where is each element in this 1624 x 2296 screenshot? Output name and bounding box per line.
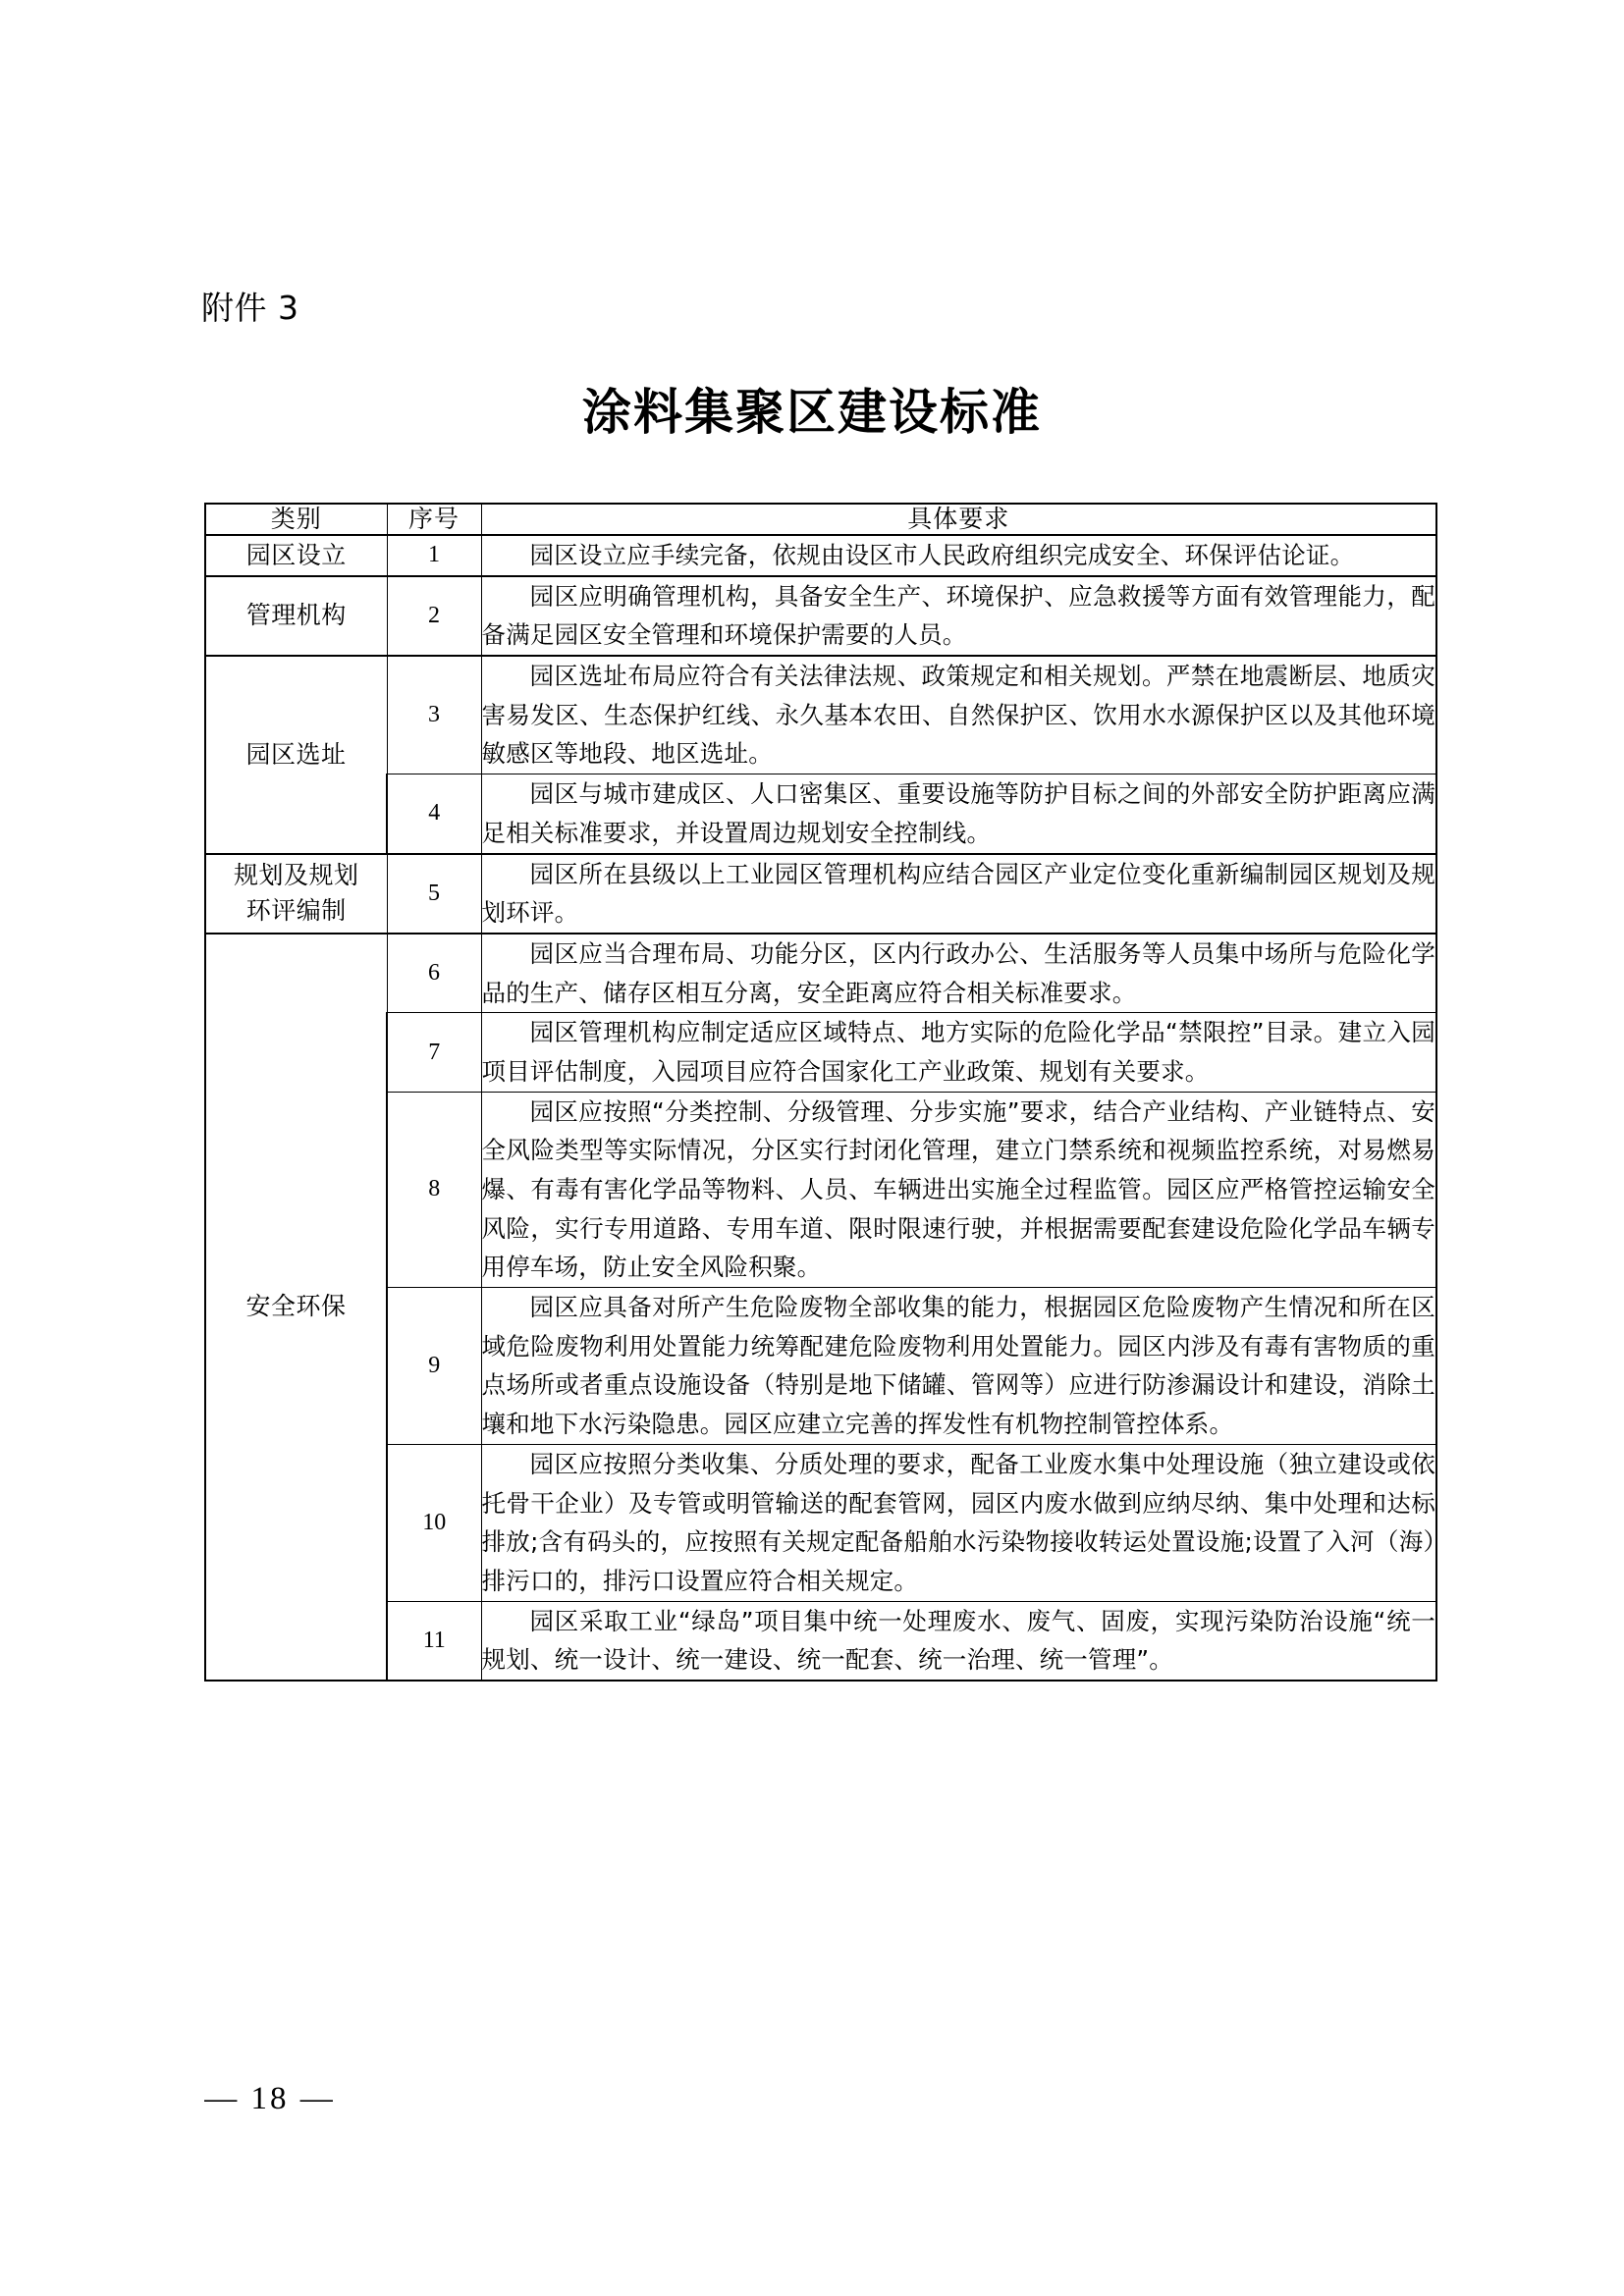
category-cell: 安全环保 (205, 934, 387, 1681)
table-row (205, 854, 1436, 934)
requirement-text: 园区应按照“分类控制、分级管理、分步实施”要求，结合产业结构、产业链特点、安全风险类型等实际情况，分区实行封闭化管理，建立门禁系统和视频监控系统，对易燃易爆、有毒有害化学品等物料、人员、车辆进出实施全过程监管。园区应严格管控运输安全风险，实行专用道路、专用车道、限时限速行驶，并根据需要配套建设危险化学品车辆专用停车场，防止安全风险积聚。 (481, 1092, 1436, 1287)
row-number: 6 (387, 934, 481, 1013)
requirement-text: 园区应按照分类收集、分质处理的要求，配备工业废水集中处理设施（独立建设或依托骨干企业）及专管或明管输送的配套管网，园区内废水做到应纳尽纳、集中处理和达标排放;含有码头的，应按照有关规定配备船舶水污染物接收转运处置设施;设置了入河（海）排污口的，排污口设置应符合相关规定。 (481, 1444, 1436, 1601)
page-number: — 18 — (204, 2081, 336, 2116)
category-cell: 管理机构 (205, 576, 387, 656)
row-number: 7 (387, 1013, 481, 1092)
requirement-text: 园区应具备对所产生危险废物全部收集的能力，根据园区危险废物产生情况和所在区域危险废物利用处置能力统筹配建危险废物利用处置能力。园区内涉及有毒有害物质的重点场所或者重点设施设备（特别是地下储罐、管网等）应进行防渗漏设计和建设，消除土壤和地下水污染隐患。园区应建立完善的挥发性有机物控制管控体系。 (481, 1288, 1436, 1445)
row-number: 3 (387, 656, 481, 774)
table-row (205, 535, 1436, 576)
category-label-stack (206, 858, 387, 930)
row-number: 5 (387, 854, 481, 934)
row-number: 8 (387, 1092, 481, 1287)
row-number: 11 (387, 1601, 481, 1681)
attachment-label: 附件 3 (201, 289, 299, 327)
requirement-text: 园区应明确管理机构，具备安全生产、环境保护、应急救援等方面有效管理能力，配备满足园区安全管理和环境保护需要的人员。 (481, 576, 1436, 656)
category-cell (205, 854, 387, 934)
table-row (205, 1013, 1436, 1092)
table-row (205, 576, 1436, 656)
requirement-text: 园区设立应手续完备，依规由设区市人民政府组织完成安全、环保评估论证。 (481, 535, 1436, 576)
category-cell: 园区设立 (205, 535, 387, 576)
requirement-text: 园区应当合理布局、功能分区，区内行政办公、生活服务等人员集中场所与危险化学品的生产、储存区相互分离，安全距离应符合相关标准要求。 (481, 934, 1436, 1013)
requirement-text: 园区所在县级以上工业园区管理机构应结合园区产业定位变化重新编制园区规划及规划环评。 (481, 854, 1436, 934)
category-cell: 园区选址 (205, 656, 387, 853)
requirement-text: 园区与城市建成区、人口密集区、重要设施等防护目标之间的外部安全防护距离应满足相关标准要求，并设置周边规划安全控制线。 (481, 774, 1436, 854)
requirement-text: 园区采取工业“绿岛”项目集中统一处理废水、废气、固废，实现污染防治设施“统一规划、统一设计、统一建设、统一配套、统一治理、统一管理”。 (481, 1601, 1436, 1681)
row-number: 9 (387, 1288, 481, 1445)
row-number: 2 (387, 576, 481, 656)
table-row (205, 656, 1436, 774)
standards-table-container (204, 503, 1435, 1682)
standards-table (204, 503, 1437, 1682)
row-number: 10 (387, 1444, 481, 1601)
column-header-category: 类别 (205, 504, 387, 535)
category-label-line-1: 规划及规划 (233, 860, 359, 889)
table-row (205, 934, 1436, 1013)
table-header-row (205, 504, 1436, 535)
column-header-number: 序号 (387, 504, 481, 535)
table-row (205, 774, 1436, 854)
table-row (205, 1288, 1436, 1445)
row-number: 4 (387, 774, 481, 854)
standards-table-body (205, 535, 1436, 1681)
requirement-text: 园区管理机构应制定适应区域特点、地方实际的危险化学品“禁限控”目录。建立入园项目评估制度，入园项目应符合国家化工产业政策、规划有关要求。 (481, 1013, 1436, 1092)
table-row (205, 1601, 1436, 1681)
row-number: 1 (387, 535, 481, 576)
page-footer (0, 2081, 1624, 2117)
column-header-requirement: 具体要求 (481, 504, 1436, 535)
page-title: 涂料集聚区建设标准 (582, 384, 1042, 441)
category-label-line-2: 环评编制 (245, 896, 347, 926)
table-row (205, 1092, 1436, 1287)
table-row (205, 1444, 1436, 1601)
requirement-text: 园区选址布局应符合有关法律法规、政策规定和相关规划。严禁在地震断层、地质灾害易发区、生态保护红线、永久基本农田、自然保护区、饮用水水源保护区以及其他环境敏感区等地段、地区选址。 (481, 656, 1436, 774)
